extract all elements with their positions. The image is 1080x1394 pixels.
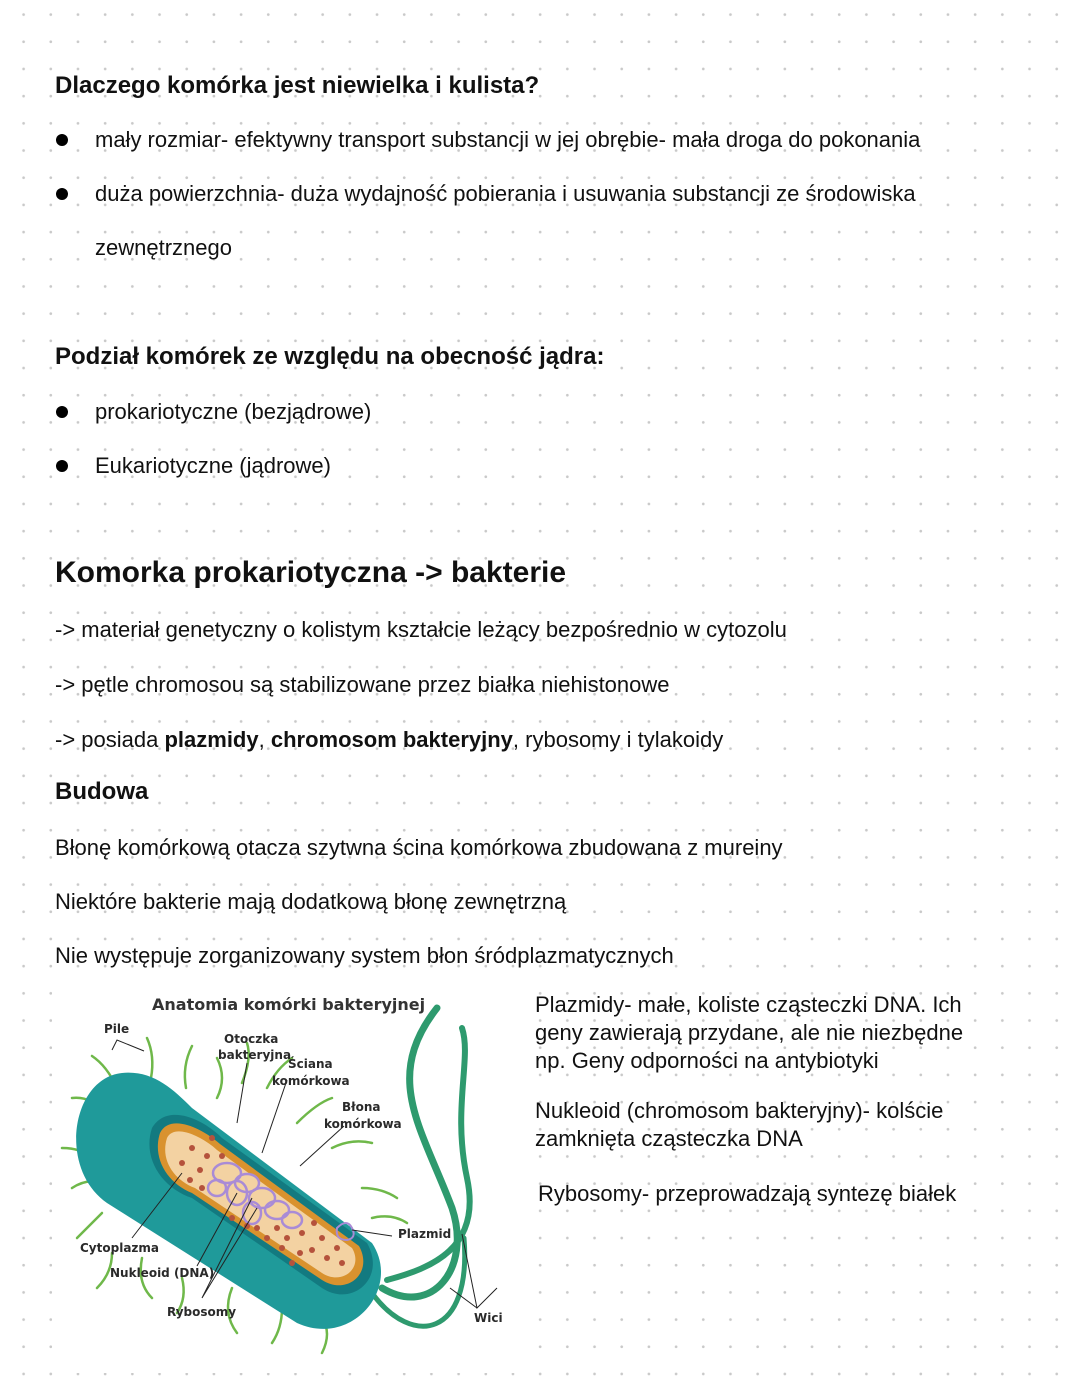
section-heading-structure: Budowa bbox=[55, 778, 149, 805]
bullet-item bbox=[55, 127, 920, 153]
bullet-item bbox=[55, 181, 916, 207]
section-heading-cell-size: Dlaczego komórka jest niewielka i kulista? bbox=[55, 72, 540, 99]
text-separator: , bbox=[258, 727, 271, 752]
label-pili: Pile bbox=[104, 1022, 130, 1036]
note-line: Nukleoid (chromosom bakteryjny)- kolście bbox=[535, 1098, 944, 1123]
note-line: zamknięta cząsteczka DNA bbox=[535, 1126, 803, 1151]
section-heading-prokaryotic: Komorka prokariotyczna -> bakterie bbox=[55, 556, 567, 589]
note-line: geny zawierają przydane, ale nie niezbędne bbox=[535, 1020, 964, 1045]
label-cytoplasm: Cytoplazma bbox=[80, 1241, 159, 1255]
bullet-continuation: zewnętrznego bbox=[95, 235, 232, 260]
text-line: -> pętle chromosou są stabilizowane przez białka niehistonowe bbox=[55, 672, 670, 697]
label-capsule: Otoczka bbox=[224, 1032, 279, 1046]
label-cell-membrane: Błona bbox=[342, 1100, 381, 1114]
note-ribosomes bbox=[538, 1180, 1008, 1208]
note-line: Plazmidy- małe, koliste cząsteczki DNA. Ich bbox=[535, 992, 962, 1017]
note-line: np. Geny odporności na antybiotyki bbox=[535, 1048, 879, 1073]
bold-term-plasmids: plazmidy bbox=[164, 727, 259, 752]
section-heading-cell-division: Podział komórek ze względu na obecność jądra: bbox=[55, 343, 605, 370]
text-line: Błonę komórkową otacza szytwna ścina komórkowa zbudowana z mureiny bbox=[55, 835, 783, 860]
bullet-icon bbox=[56, 188, 68, 200]
bacterium-illustration bbox=[52, 988, 522, 1373]
text-line: -> materiał genetyczny o kolistym kształcie leżący bezpośrednio w cytozolu bbox=[55, 617, 787, 642]
bullet-icon bbox=[56, 460, 68, 472]
text-prefix: -> posiada bbox=[55, 727, 165, 752]
diagram-title: Anatomia komórki bakteryjnej bbox=[152, 995, 426, 1014]
label-cell-wall: komórkowa bbox=[272, 1074, 350, 1088]
label-ribosomes: Rybosomy bbox=[167, 1305, 237, 1319]
bullet-icon bbox=[56, 406, 68, 418]
bullet-text: prokariotyczne (bezjądrowe) bbox=[95, 399, 372, 424]
bacterial-cell-diagram bbox=[52, 988, 522, 1373]
bullet-item bbox=[55, 399, 371, 425]
text-line: Nie występuje zorganizowany system błon śródplazmatycznych bbox=[55, 943, 674, 968]
bullet-text: mały rozmiar- efektywny transport substancji w jej obrębie- mała droga do pokonania bbox=[95, 127, 921, 152]
bullet-item bbox=[55, 453, 331, 479]
text-line: Niektóre bakterie mają dodatkową błonę zewnętrzną bbox=[55, 889, 567, 914]
label-nucleoid: Nukleoid (DNA) bbox=[110, 1266, 215, 1280]
bullet-text: duża powierzchnia- duża wydajność pobierania i usuwania substancji ze środowiska bbox=[95, 181, 916, 206]
text-suffix: , rybosomy i tylakoidy bbox=[512, 727, 724, 752]
label-plasmid: Plazmid bbox=[398, 1227, 452, 1241]
bold-term-chromosome: chromosom bakteryjny bbox=[270, 727, 513, 752]
label-cell-membrane: komórkowa bbox=[324, 1117, 402, 1131]
bullet-icon bbox=[56, 134, 68, 146]
note-plasmids bbox=[535, 991, 1005, 1075]
note-nucleoid bbox=[535, 1097, 1005, 1153]
text-line-mixed bbox=[55, 727, 723, 753]
bullet-text: Eukariotyczne (jądrowe) bbox=[95, 453, 331, 478]
label-capsule: bakteryjna bbox=[218, 1048, 292, 1062]
label-cell-wall: Ściana bbox=[288, 1057, 333, 1071]
label-flagella: Wici bbox=[474, 1311, 503, 1325]
note-line: Rybosomy- przeprowadzają syntezę białek bbox=[538, 1181, 957, 1206]
